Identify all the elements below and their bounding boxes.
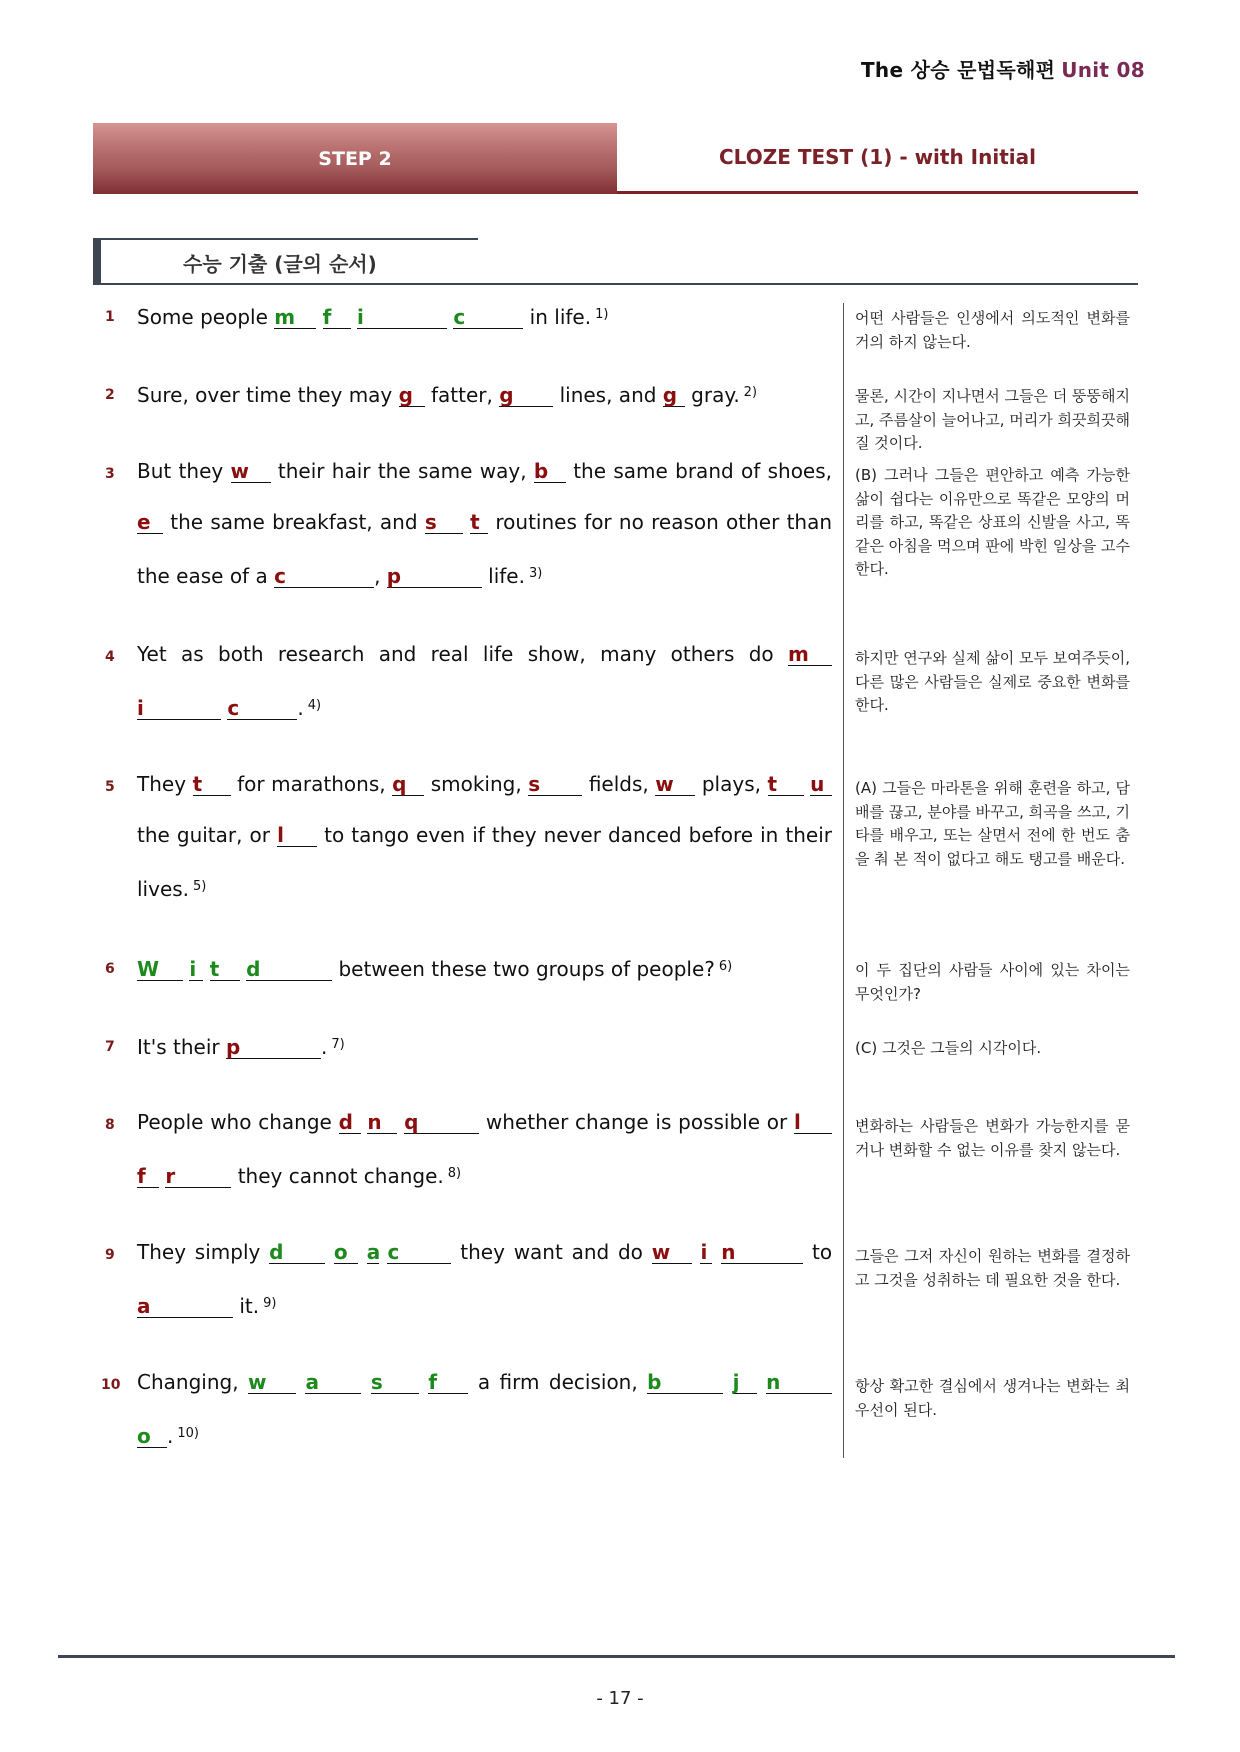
blank-input[interactable]: c xyxy=(227,697,297,720)
korean-translation: (A) 그들은 마라톤을 위해 훈련을 하고, 담배를 끊고, 분야를 바꾸고, 희곡을 쓰고, 기타를 배우고, 또는 살면서 전에 한 번도 춤을 춰 본 적이 없다고 해도 탱고를 배운다. xyxy=(855,779,1130,868)
text: smoking, xyxy=(430,772,522,796)
blank-input[interactable]: w xyxy=(231,460,271,483)
footnote-ref: 6) xyxy=(718,959,733,974)
text: the guitar, or xyxy=(137,823,271,847)
english-sentence xyxy=(137,629,832,734)
blank-input[interactable]: c xyxy=(274,565,374,588)
blank-input[interactable]: i xyxy=(700,1241,712,1264)
book-title: The 상승 문법독해편 xyxy=(860,58,1056,82)
footnote-ref: 1) xyxy=(595,307,609,322)
blank-input[interactable]: b xyxy=(647,1371,723,1394)
blank-input[interactable]: g xyxy=(499,384,553,407)
blank-input[interactable]: b xyxy=(534,460,566,483)
blank-input[interactable]: s xyxy=(528,773,582,796)
text: to tango even if they never danced before in their lives. xyxy=(137,823,833,901)
blank-input[interactable]: m xyxy=(788,643,832,666)
step-underline xyxy=(617,191,1138,194)
item-number: 3 xyxy=(105,466,115,482)
text: they cannot change. xyxy=(237,1164,444,1188)
text: in life. xyxy=(529,305,592,329)
text: for marathons, xyxy=(237,772,386,796)
blank-input[interactable]: i xyxy=(137,697,221,720)
blank-input[interactable]: m xyxy=(274,306,316,329)
footnote-ref: 10) xyxy=(177,1426,199,1441)
footnote-ref: 4) xyxy=(307,698,322,713)
text: whether change is possible or xyxy=(485,1110,788,1134)
text: They xyxy=(137,772,187,796)
text: It's their xyxy=(137,1035,220,1059)
blank-input[interactable]: s xyxy=(371,1371,419,1394)
item-number: 9 xyxy=(105,1247,115,1263)
text: Changing, xyxy=(137,1370,239,1394)
text: But they xyxy=(137,459,224,483)
english-sentence xyxy=(137,941,832,995)
item-number: 10 xyxy=(101,1377,121,1393)
english-sentence xyxy=(137,1097,832,1202)
footnote-ref: 9) xyxy=(263,1296,277,1311)
text: . xyxy=(320,1035,328,1059)
step-title: CLOZE TEST (1) - with Initial xyxy=(719,145,1036,169)
blank-input[interactable]: j xyxy=(733,1371,757,1394)
korean-translation: 그들은 그저 자신이 원하는 변화를 결정하고 그것을 성취하는 데 필요한 것을 한다. xyxy=(855,1247,1130,1289)
blank-input[interactable]: p xyxy=(226,1036,321,1059)
item-number: 6 xyxy=(105,961,115,977)
text: , xyxy=(374,564,381,588)
text: fields, xyxy=(588,772,649,796)
blank-input[interactable]: g xyxy=(399,384,425,407)
item-number: 5 xyxy=(105,779,115,795)
page-number: - 17 - xyxy=(596,1688,644,1709)
korean-translation: 변화하는 사람들은 변화가 가능한지를 묻거나 변화할 수 없는 이유를 찾지 않는다. xyxy=(855,1117,1130,1159)
blank-input[interactable]: c xyxy=(453,306,523,329)
footnote-ref: 5) xyxy=(193,879,207,894)
text: their hair the same way, xyxy=(277,459,527,483)
item-number: 4 xyxy=(105,649,115,665)
blank-input[interactable]: a xyxy=(366,1240,381,1264)
item-number: 7 xyxy=(105,1039,115,1055)
english-sentence xyxy=(137,1227,832,1332)
english-sentence xyxy=(137,446,832,602)
section-title: 수능 기출 (글의 순서) xyxy=(183,252,377,276)
text: they want and do xyxy=(460,1240,643,1264)
section-bottom-rule xyxy=(93,283,1138,285)
english-sentence xyxy=(137,289,832,343)
text: . xyxy=(297,696,304,720)
blank-input[interactable]: u xyxy=(810,773,832,796)
blank-input[interactable]: W xyxy=(137,958,183,981)
text: a firm decision, xyxy=(477,1370,638,1394)
blank-input[interactable]: f xyxy=(428,1371,468,1394)
blank-input[interactable]: w xyxy=(655,773,695,796)
text: between these two groups of people? xyxy=(338,957,715,981)
book-header xyxy=(861,54,1145,83)
text: Some people xyxy=(137,305,268,329)
text: plays, xyxy=(701,772,761,796)
text: life. xyxy=(488,564,525,588)
english-sentence xyxy=(137,1019,832,1073)
blank-input[interactable]: o xyxy=(334,1241,358,1264)
step-label-box xyxy=(93,123,617,194)
blank-input[interactable]: t xyxy=(768,773,804,796)
blank-input[interactable]: t xyxy=(470,511,488,534)
text: routines for no reason other than the ease of a xyxy=(137,510,833,588)
korean-translation: (C) 그것은 그들의 시각이다. xyxy=(855,1039,1042,1057)
item-number: 1 xyxy=(105,309,115,325)
footnote-ref: 8) xyxy=(447,1166,462,1181)
blank-input[interactable]: n xyxy=(721,1241,803,1264)
blank-input[interactable]: c xyxy=(387,1241,451,1264)
text: They simply xyxy=(137,1240,261,1264)
footnote-ref: 7) xyxy=(331,1037,345,1052)
korean-translation: 물론, 시간이 지나면서 그들은 더 뚱뚱해지고, 주름살이 늘어나고, 머리가 희끗희끗해질 것이다. xyxy=(855,387,1130,452)
korean-translation: 항상 확고한 결심에서 생겨나는 변화는 최우선이 된다. xyxy=(855,1377,1130,1419)
text: Sure, over time they may xyxy=(137,383,393,407)
blank-input[interactable]: e xyxy=(137,511,163,534)
text: . xyxy=(167,1424,174,1448)
blank-input[interactable]: n xyxy=(367,1111,397,1134)
blank-input[interactable]: w xyxy=(652,1241,692,1264)
blank-input[interactable]: d xyxy=(269,1241,325,1264)
blank-input[interactable]: p xyxy=(387,565,482,588)
blank-input[interactable]: w xyxy=(248,1371,296,1394)
blank-input[interactable]: r xyxy=(165,1165,231,1188)
text: to xyxy=(812,1240,833,1264)
blank-input[interactable]: t xyxy=(210,958,240,981)
korean-translation: 하지만 연구와 실제 삶이 모두 보여주듯이, 다른 많은 사람들은 실제로 중요한 변화를 한다. xyxy=(855,649,1130,714)
step-banner xyxy=(93,123,1138,194)
text: fatter, xyxy=(430,383,493,407)
text: People who change xyxy=(137,1110,332,1134)
blank-input[interactable]: o xyxy=(137,1425,167,1448)
section-top-rule xyxy=(93,238,478,240)
blank-input[interactable]: a xyxy=(137,1295,233,1318)
text: lines, and xyxy=(559,383,657,407)
text: gray. xyxy=(691,383,740,407)
unit-label: Unit 08 xyxy=(1061,58,1145,82)
item-number: 2 xyxy=(105,387,115,403)
footnote-ref: 2) xyxy=(743,385,758,400)
section-bar xyxy=(93,238,101,285)
blank-input[interactable]: d xyxy=(339,1111,361,1134)
english-sentence xyxy=(137,759,832,915)
blank-input[interactable]: f xyxy=(137,1165,159,1188)
blank-input[interactable]: g xyxy=(663,384,685,407)
footnote-ref: 3) xyxy=(528,566,543,581)
blank-input[interactable]: l xyxy=(794,1111,832,1134)
blank-input[interactable]: q xyxy=(392,773,424,796)
column-divider xyxy=(843,303,844,1458)
blank-input[interactable]: q xyxy=(404,1111,479,1134)
blank-input[interactable]: f xyxy=(323,306,351,329)
blank-input[interactable]: i xyxy=(357,306,447,329)
blank-input[interactable]: l xyxy=(277,824,317,847)
text: the same brand of shoes, xyxy=(573,459,833,483)
blank-input[interactable]: i xyxy=(189,958,203,981)
blank-input[interactable]: d xyxy=(246,958,332,981)
text: it. xyxy=(239,1294,260,1318)
step-label: STEP 2 xyxy=(318,147,392,170)
item-number: 8 xyxy=(105,1117,115,1133)
korean-translation: 어떤 사람들은 인생에서 의도적인 변화를 거의 하지 않는다. xyxy=(855,309,1130,351)
korean-translation: (B) 그러나 그들은 편안하고 예측 가능한 삶이 쉽다는 이유만으로 똑같은 모양의 머리를 하고, 똑같은 상표의 신발을 사고, 똑같은 아침을 먹으며 판에 박힌 일상을 고수한다. xyxy=(855,466,1130,578)
text: the same breakfast, and xyxy=(170,510,418,534)
blank-input[interactable]: t xyxy=(193,773,231,796)
footer-rule xyxy=(58,1655,1175,1658)
english-sentence xyxy=(137,367,832,421)
blank-input[interactable]: n xyxy=(766,1371,832,1394)
english-sentence xyxy=(137,1357,832,1462)
korean-translation: 이 두 집단의 사람들 사이에 있는 차이는 무엇인가? xyxy=(855,961,1130,1003)
text: Yet as both research and real life show, many others do xyxy=(137,642,774,666)
blank-input[interactable]: a xyxy=(305,1371,361,1394)
blank-input[interactable]: s xyxy=(425,511,463,534)
section-header xyxy=(93,238,1138,285)
